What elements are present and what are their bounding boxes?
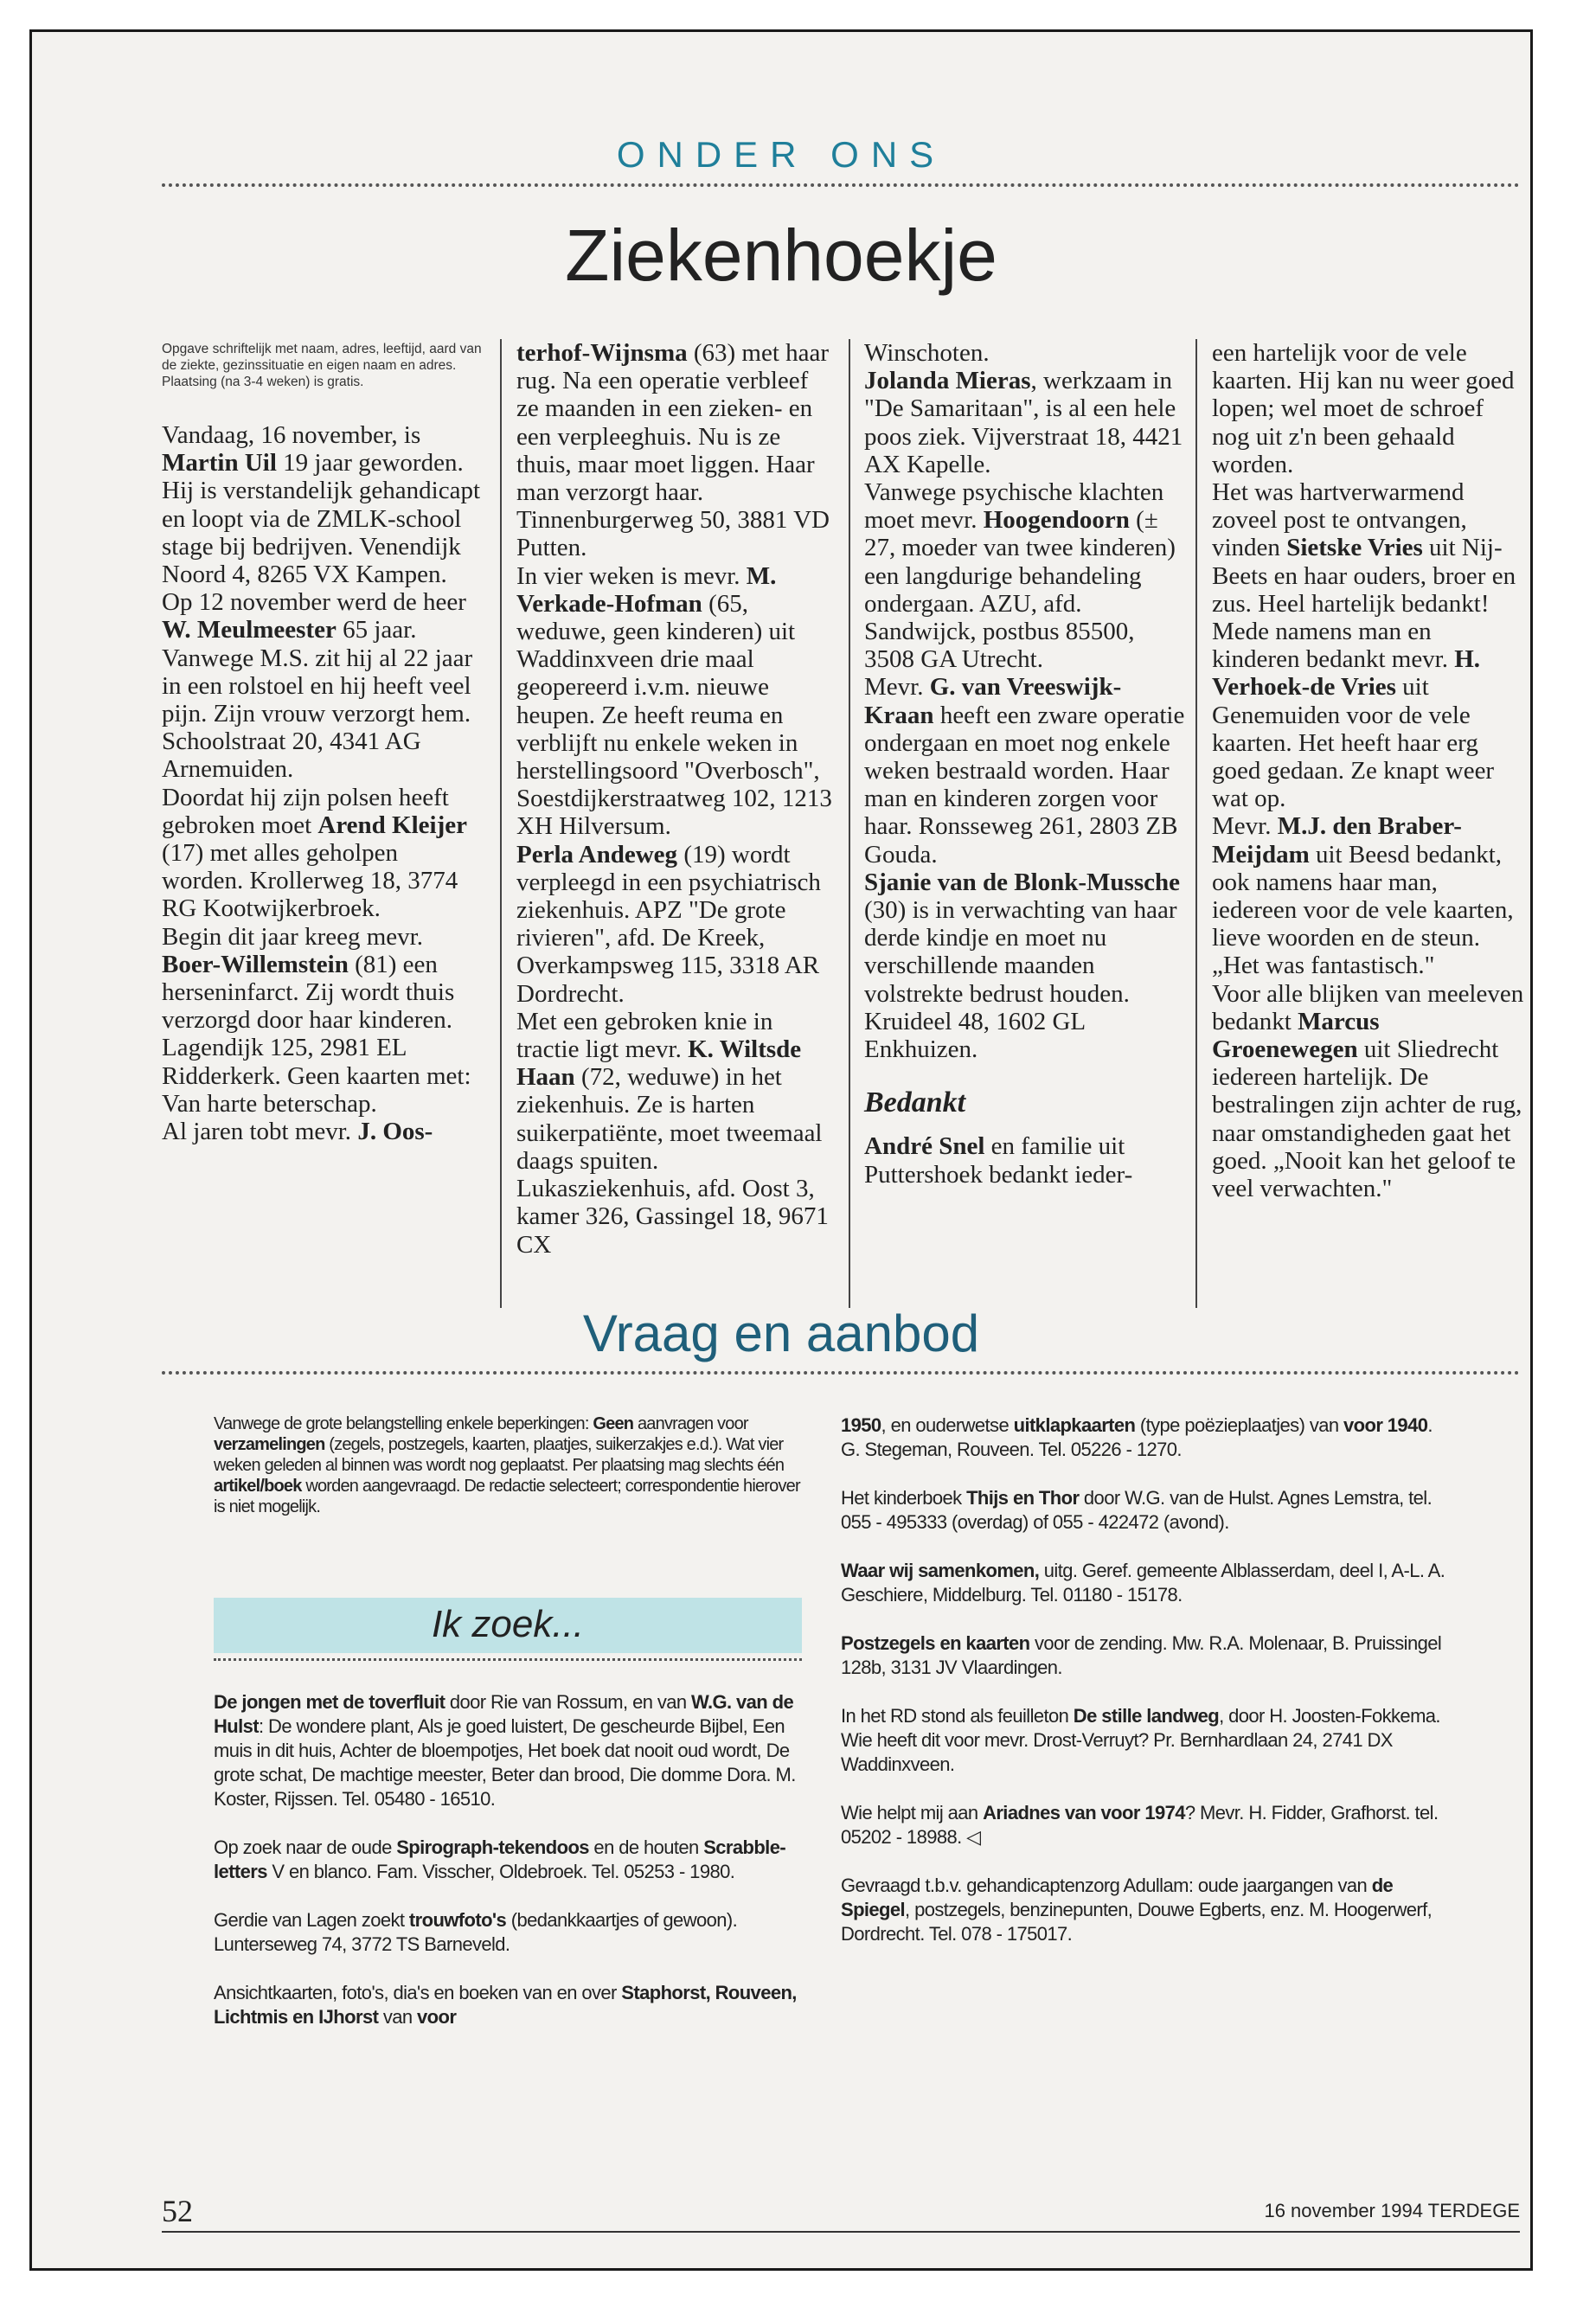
bedankt-heading: Bedankt [864, 1086, 966, 1119]
ik-zoek-banner [214, 1598, 802, 1653]
thanks-den-braber: Mevr. M.J. den Braber-Meijdam uit Beesd bedankt, ook namens haar man, iedereen voor de vele kaarten, lieve woorden en de steun. „Het was fantastisch." [1212, 812, 1514, 980]
title-ziekenhoekje: Ziekenhoekje [565, 215, 997, 296]
ad-stille-landweg: In het RD stond als feuilleton De stille landweg, door H. Joosten-Fokkema. Wie heeft dit voor mevr. Drost-Verruyt? Pr. Bernhardlaan 24, 2741 DX Waddinxveen. [841, 1705, 1440, 1775]
ad-trouwfotos: Gerdie van Lagen zoekt trouwfoto's (bedankkaartjes of gewoon). Lunterseweg 74, 3772 TS Barneveld. [214, 1909, 738, 1955]
notice-winschoten: Winschoten. [864, 339, 990, 367]
section-label: ONDER ONS [616, 134, 946, 175]
ad-ariadnes: Wie helpt mij aan Ariadnes van voor 1974? Mevr. H. Fidder, Grafhorst. tel. 05202 - 18988. ◁ [841, 1802, 1439, 1848]
ad-ansichtkaarten: Ansichtkaarten, foto's, dia's en boeken van en over Staphorst, Rouveen, Lichtmis en IJhorst van voor [214, 1982, 797, 2028]
ik-zoek-heading: Ik zoek... [431, 1603, 585, 1645]
notice-hoogendoorn: Vanwege psychische klachten moet mevr. Hoogendoorn (± 27, moeder van twee kinderen) een langdurige behandeling ondergaan. AZU, afd. Sandwijck, postbus 85500, 3508 GA Utrecht. [864, 478, 1176, 674]
vraag-intro: Vanwege de grote belangstelling enkele beperkingen: Geen aanvragen voor verzamelingen (zegels, postzegels, kaarten, plaatjes, suikerzakjes e.d.). Wat vier weken geleden al binnen was wordt nog geplaatst. Per plaatsing mag slechts één artikel/boek worden aangevraagd. De redactie selecteert; correspondentie hierover is niet mogelijk. [214, 1414, 800, 1516]
ad-uitklapkaarten: 1950, en ouderwetse uitklapkaarten (type poëzieplaatjes) van voor 1940. G. Stegeman, Rouveen. Tel. 05226 - 1270. [841, 1414, 1433, 1460]
column-rule-3 [1195, 339, 1197, 1308]
ads-left-column [214, 1690, 802, 2054]
column-3 [864, 339, 1189, 1189]
footer-rule [162, 2231, 1520, 2233]
notice-oosterhof-start: Al jaren tobt mevr. J. Oos- [162, 1118, 433, 1146]
column-rule-1 [500, 339, 502, 1308]
ad-thijs-en-thor: Het kinderboek Thijs en Thor door W.G. van de Hulst. Agnes Lemstra, tel. 055 - 495333 (overdag) of 055 - 422472 (avond). [841, 1487, 1433, 1533]
dotted-divider-vraag [162, 1371, 1520, 1375]
ad-spirograph: Op zoek naar de oude Spirograph-tekendoos en de houten Scrabble-letters V en blanco. Fam. Visscher, Oldebroek. Tel. 05253 - 1980. [214, 1836, 786, 1882]
notice-jolanda-mieras: Jolanda Mieras, werkzaam in "De Samaritaan", is al een hele poos ziek. Vijverstraat 18, 4421 AX Kapelle. [864, 367, 1183, 478]
notice-arend-kleijer: Doordat hij zijn polsen heeft gebroken moet Arend Kleijer (17) met alles geholpen worden. Krollerweg 18, 3774 RG Kootwijkerbroek. [162, 783, 468, 923]
ad-de-spiegel: Gevraagd t.b.v. gehandicaptenzorg Adullam: oude jaargangen van de Spiegel, postzegels, benzinepunten, Douwe Egberts, enz. M. Hoogerwerf, Dordrecht. Tel. 078 - 175017. [841, 1875, 1433, 1945]
notice-blonk-mussche: Sjanie van de Blonk-Mussche (30) is in verwachting van haar derde kindje en moet nu verschillende maanden volstrekte bedrust houden. Kruideel 48, 1602 GL Enkhuizen. [864, 868, 1180, 1064]
thanks-groenewegen: Voor alle blijken van meeleven bedankt Marcus Groenewegen uit Sliedrecht iedereen hartelijk. De bestralingen zijn achter de rug, naar omstandigheden gaat het goed. „Nooit kan het geloof te veel verwachten." [1212, 979, 1524, 1203]
column-rule-2 [849, 339, 850, 1308]
notice-meulmeester: Op 12 november werd de heer W. Meulmeester 65 jaar. Vanwege M.S. zit hij al 22 jaar in een rolstoel en hij heeft veel pijn. Zijn vrouw verzorgt hem. Schoolstraat 20, 4341 AG Arnemuiden. [162, 588, 473, 784]
notice-boer-willemstein: Begin dit jaar kreeg mevr. Boer-Willemstein (81) een herseninfarct. Zij wordt thuis verzorgd door haar kinderen. Lagendijk 125, 2981 EL Ridderkerk. Geen kaarten met: Van harte beterschap. [162, 922, 471, 1118]
notice-oosterhof: terhof-Wijnsma (63) met haar rug. Na een operatie verbleef ze maanden in een zieken- en een verpleeghuis. Nu is ze thuis, maar moet liggen. Haar man verzorgt haar. Tinnenburgerweg 50, 3881 VD Putten. [516, 339, 830, 562]
notice-wilts-de-haan: Met een gebroken knie in tractie ligt mevr. K. Wiltsde Haan (72, weduwe) in het ziekenhuis. Ze is harten suikerpatiënte, moet tweemaal daags spuiten. Lukasziekenhuis, afd. Oost 3, kamer 326, Gassingel 18, 9671 CX [516, 1007, 829, 1259]
magazine-page [29, 29, 1533, 2271]
notice-martin-uil: Vandaag, 16 november, is Martin Uil 19 jaar geworden. Hij is verstandelijk gehandicapt en loopt via de ZMLK-school stage bij bedrijven. Venendijk Noord 4, 8265 VX Kampen. [162, 421, 481, 589]
ad-waar-wij-samenkomen: Waar wij samenkomen, uitg. Geref. gemeente Alblasserdam, deel I, A-L. A. Geschiere, Middelburg. Tel. 01180 - 15178. [841, 1560, 1445, 1606]
column-2 [516, 339, 836, 1259]
publication-date: 16 november 1994 TERDEGE [1264, 2200, 1520, 2221]
dotted-divider-ik-zoek [214, 1658, 802, 1661]
ads-right-column [841, 1413, 1446, 1971]
notice-van-vreeswijk: Mevr. G. van Vreeswijk-Kraan heeft een zware operatie ondergaan en moet nog enkele weken bestraald worden. Haar man en kinderen zorgen voor haar. Ronsseweg 261, 2803 ZB Gouda. [864, 673, 1185, 868]
thanks-sietske-vries: Het was hartverwarmend zoveel post te ontvangen, vinden Sietske Vries uit Nij-Beets en haar ouders, broer en zus. Heel hartelijk bedankt! [1212, 478, 1516, 618]
column-4 [1212, 339, 1525, 1202]
column-1 [162, 421, 482, 1145]
page-number: 52 [162, 2194, 193, 2228]
ad-toverfluit: De jongen met de toverfluit door Rie van Rossum, en van W.G. van de Hulst: De wondere plant, Als je goed luistert, De gescheurde Bijbel, Een muis in dit huis, Achter de bloempotjes, Het boek dat nooit oud wordt, De grote schat, De machtige meester, Beter dan brood, Die domme Dora. M. Koster, Rijssen. Tel. 05480 - 16510. [214, 1691, 796, 1810]
notice-perla-andeweg: Perla Andeweg (19) wordt verpleegd in een psychiatrisch ziekenhuis. APZ "De grote rivieren", afd. De Kreek, Overkampsweg 115, 3318 AR Dordrecht. [516, 840, 821, 1008]
thanks-verhoek-de-vries: Mede namens man en kinderen bedankt mevr. H. Verhoek-de Vries uit Genemuiden voor de vele kaarten. Het heeft haar erg goed gedaan. Ze knapt weer wat op. [1212, 618, 1495, 813]
thanks-andre-snel: André Snel en familie uit Puttershoek bedankt ieder- [864, 1132, 1133, 1189]
dotted-divider-top [162, 183, 1520, 187]
ad-postzegels: Postzegels en kaarten voor de zending. Mw. R.A. Molenaar, B. Pruissingel 128b, 3131 JV Vlaardingen. [841, 1632, 1442, 1678]
thanks-andre-snel-cont: een hartelijk voor de vele kaarten. Hij kan nu weer goed lopen; wel moet de schroef nog uit z'n been gehaald worden. [1212, 339, 1515, 478]
intro-note: Opgave schriftelijk met naam, adres, leeftijd, aard van de ziekte, gezinssituatie en eigen naam en adres. Plaatsing (na 3-4 weken) is gratis. [162, 342, 482, 389]
title-vraag-en-aanbod: Vraag en aanbod [582, 1304, 980, 1362]
notice-verkade-hofman: In vier weken is mevr. M. Verkade-Hofman (65, weduwe, geen kinderen) uit Waddinxveen drie maal geopereerd i.v.m. nieuwe heupen. Ze heeft reuma en verblijft nu enkele weken in herstellingsoord "Overbosch", Soestdijkerstraatweg 102, 1213 XH Hilversum. [516, 561, 832, 841]
